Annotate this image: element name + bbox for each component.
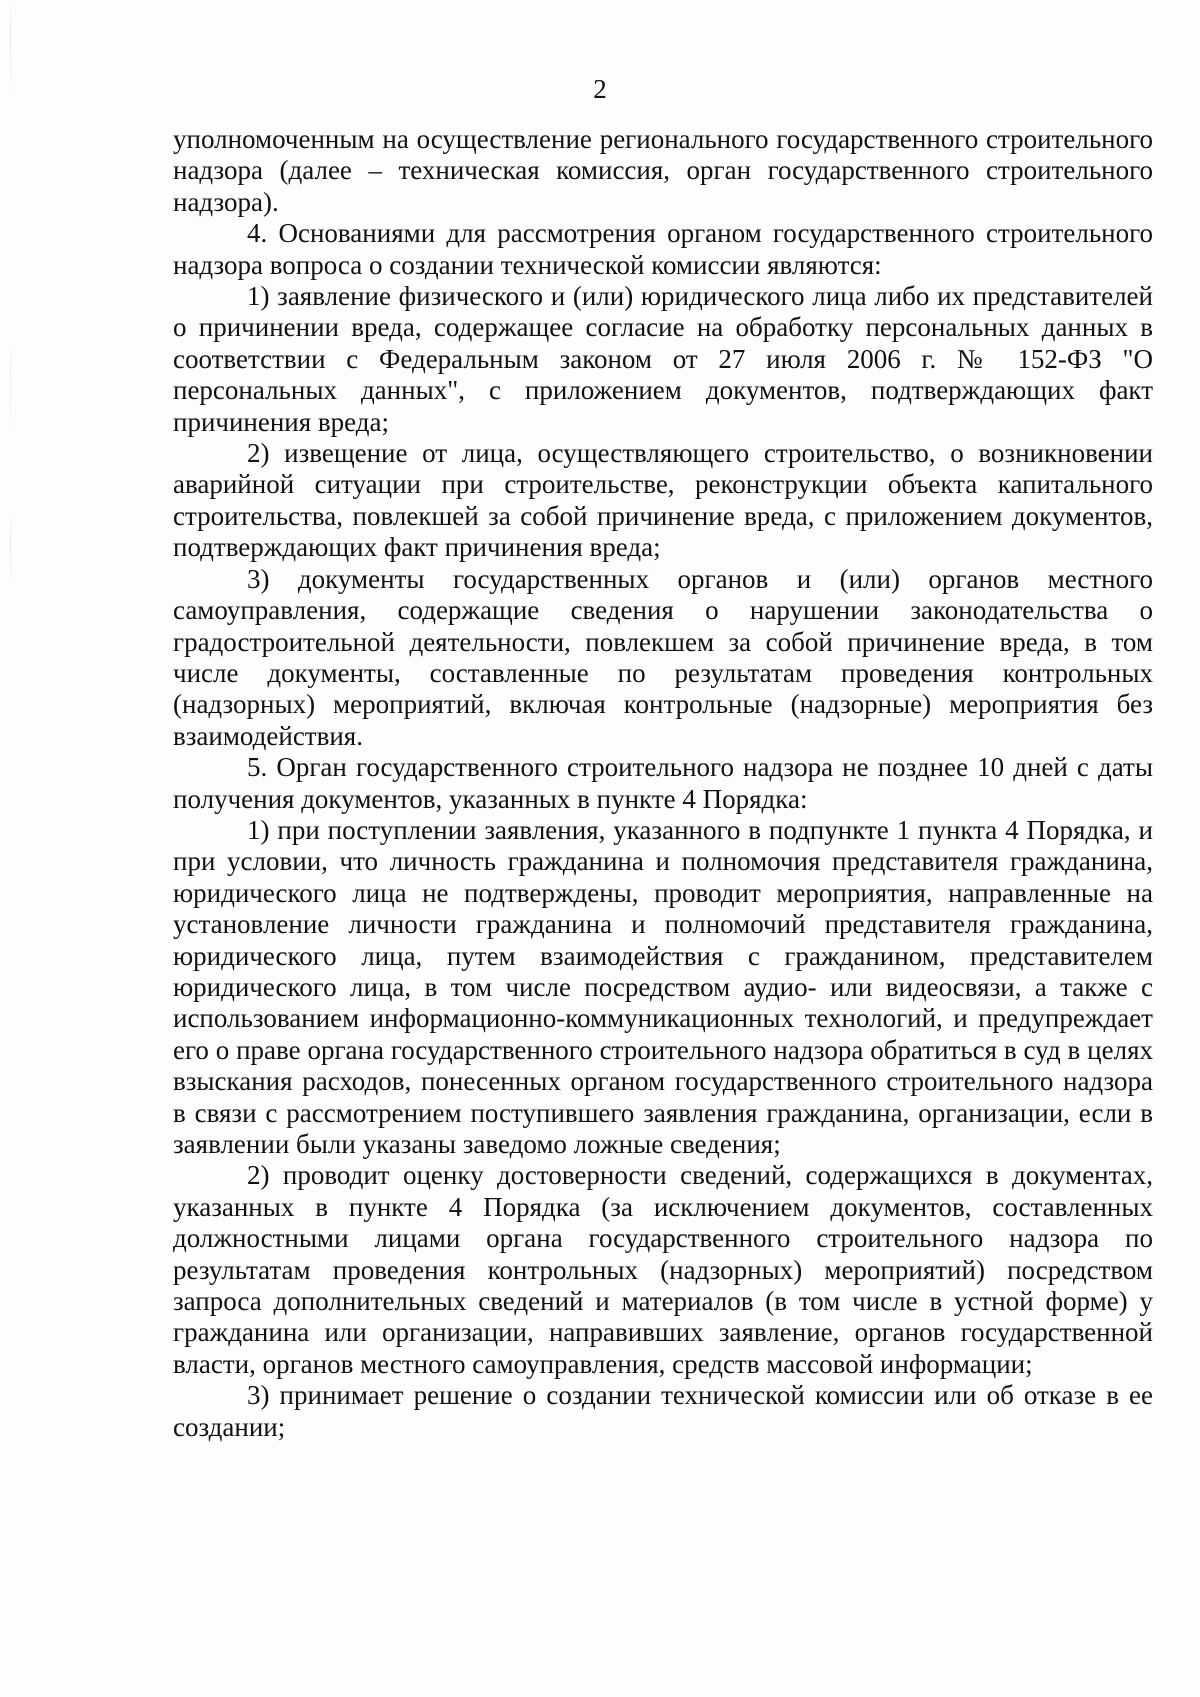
paragraph-item-5-2: 2) проводит оценку достоверности сведений, содержащихся в документах, указанных в пункте 4 Порядка (за исключением документов, составленных должностными лицами органа государственного строительного надзора по результатам проведения контрольных (надзорных) мероприятий) посредством запроса дополнительных сведений и материалов (в том числе в устной форме) у гражданина или организации, направивших заявление, органов государственной власти, органов местного самоуправления, средств массовой информации; — [173, 1160, 1153, 1379]
paragraph-item-4-2: 2) извещение от лица, осуществляющего строительство, о возникновении аварийной ситуации при строительстве, реконструкции объекта капитального строительства, повлекшей за собой причинение вреда, с приложением документов, подтверждающих факт причинения вреда; — [173, 438, 1153, 563]
paragraph-continuation: уполномоченным на осуществление регионального государственного строительного надзора (далее – техническая комиссия, орган государственного строительного надзора). — [173, 124, 1153, 217]
scan-edge-artifact — [10, 0, 11, 1697]
paragraph-item-5: 5. Орган государственного строительного надзора не позднее 10 дней с даты получения документов, указанных в пункте 4 Порядка: — [173, 752, 1153, 814]
paragraph-item-4-1: 1) заявление физического и (или) юридического лица либо их представителей о причинении вреда, содержащее согласие на обработку персональных данных в соответствии с Федеральным законом от 27 июля 2006 г. № 152-ФЗ "О персональных данных", с приложением документов, подтверждающих факт причинения вреда; — [173, 281, 1153, 437]
page-number: 2 — [593, 74, 607, 104]
paragraph-item-5-1: 1) при поступлении заявления, указанного в подпункте 1 пункта 4 Порядка, и при условии, что личность гражданина и полномочия представителя гражданина, юридического лица не подтверждены, проводит мероприятия, направленные на установление личности гражданина и полномочий представителя гражданина, юридического лица, путем взаимодействия с гражданином, представителем юридического лица, в том числе посредством аудио- или видеосвязи, а также с использованием информационно-коммуникационных технологий, и предупреждает его о праве органа государственного строительного надзора обратиться в суд в целях взыскания расходов, понесенных органом государственного строительного надзора в связи с рассмотрением поступившего заявления гражданина, организации, если в заявлении были указаны заведомо ложные сведения; — [173, 814, 1153, 1159]
document-body — [173, 124, 1153, 1443]
paragraph-item-4: 4. Основаниями для рассмотрения органом государственного строительного надзора вопроса о создании технической комиссии являются: — [173, 218, 1153, 280]
paragraph-item-5-3: 3) принимает решение о создании технической комиссии или об отказе в ее создании; — [173, 1380, 1153, 1442]
paragraph-item-4-3: 3) документы государственных органов и (или) органов местного самоуправления, содержащие сведения о нарушении законодательства о градостроительной деятельности, повлекшем за собой причинение вреда, в том числе документы, составленные по результатам проведения контрольных (надзорных) мероприятий, включая контрольные (надзорные) мероприятия без взаимодействия. — [173, 563, 1153, 751]
